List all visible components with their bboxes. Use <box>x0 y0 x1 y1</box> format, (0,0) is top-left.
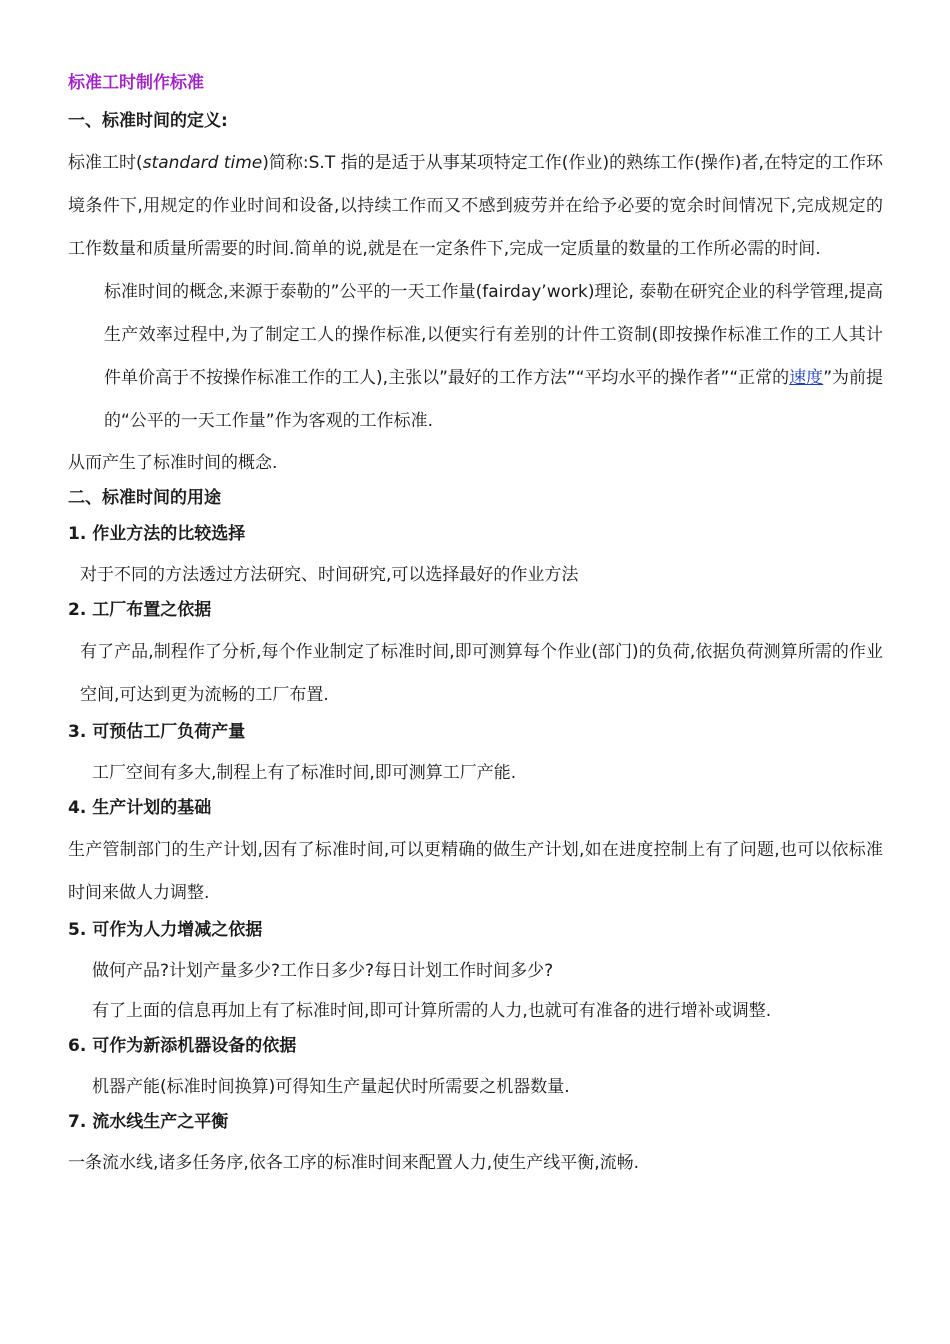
use-2-title: 2. 工厂布置之依据 <box>68 600 212 620</box>
use-5-body-1: 做何产品?计划产量多少?工作日多少?每日计划工作时间多少? <box>92 961 554 981</box>
document-page <box>68 68 883 1183</box>
use-4-title: 4. 生产计划的基础 <box>68 798 212 818</box>
section-2-heading: 二、标准时间的用途 <box>68 488 221 508</box>
use-2-body: 有了产品,制程作了分析,每个作业制定了标准时间,即可测算每个作业(部门)的负荷,依据负荷测算所需的作业空间,可达到更为流畅的工厂布置. <box>80 642 883 705</box>
concept-paragraph <box>68 271 883 443</box>
use-4-body: 生产管制部门的生产计划,因有了标准时间,可以更精确的做生产计划,如在进度控制上有了问题,也可以依标准时间来做人力调整. <box>68 840 883 903</box>
use-7-body: 一条流水线,诸多任务序,依各工序的标准时间来配置人力,使生产线平衡,流畅. <box>68 1153 640 1173</box>
definition-term-italic: standard time <box>142 153 263 173</box>
use-6-title: 6. 可作为新添机器设备的依据 <box>68 1036 297 1056</box>
concept-text-b: ”为前提的“公平的一天工作量”作为客观的工作标准. <box>104 368 884 431</box>
definition-paragraph <box>68 142 883 271</box>
concept-conclusion: 从而产生了标准时间的概念. <box>68 453 278 473</box>
use-7-title: 7. 流水线生产之平衡 <box>68 1112 229 1132</box>
document-title: 标准工时制作标准 <box>68 73 204 93</box>
speed-link[interactable]: 速度 <box>789 368 824 388</box>
use-6-body: 机器产能(标准时间换算)可得知生产量起伏时所需要之机器数量. <box>92 1077 570 1097</box>
section-1-heading: 一、标准时间的定义: <box>68 111 228 131</box>
concept-text-a: 标准时间的概念,来源于泰勒的”公平的一天工作量(fairday’work)理论, 泰勒在研究企业的科学管理,提高生产效率过程中,为了制定工人的操作标准,以便实行有差别的计件工资制(即按操作标准工作的工人其计件单价高于不按操作标准工作的工人),主张以”最好的工作方法”“平均水平的操作者”“正常的 <box>104 282 883 388</box>
use-1-title: 1. 作业方法的比较选择 <box>68 524 246 544</box>
use-1-body: 对于不同的方法透过方法研究、时间研究,可以选择最好的作业方法 <box>80 565 579 585</box>
use-3-title: 3. 可预估工厂负荷产量 <box>68 722 246 742</box>
use-5-body-2: 有了上面的信息再加上有了标准时间,即可计算所需的人力,也就可有准备的进行增补或调整. <box>92 1001 772 1021</box>
use-3-body: 工厂空间有多大,制程上有了标准时间,即可测算工厂产能. <box>92 763 517 783</box>
use-5-title: 5. 可作为人力增减之依据 <box>68 920 263 940</box>
definition-text-b: )简称:S.T 指的是适于从事某项特定工作(作业)的熟练工作(操作)者,在特定的工作环境条件下,用规定的作业时间和设备,以持续工作而又不感到疲劳并在给予必要的宽余时间情况下,完成规定的工作数量和质量所需要的时间.简单的说,就是在一定条件下,完成一定质量的数量的工作所必需的时间. <box>68 153 883 259</box>
definition-text-a: 标准工时( <box>68 153 143 173</box>
